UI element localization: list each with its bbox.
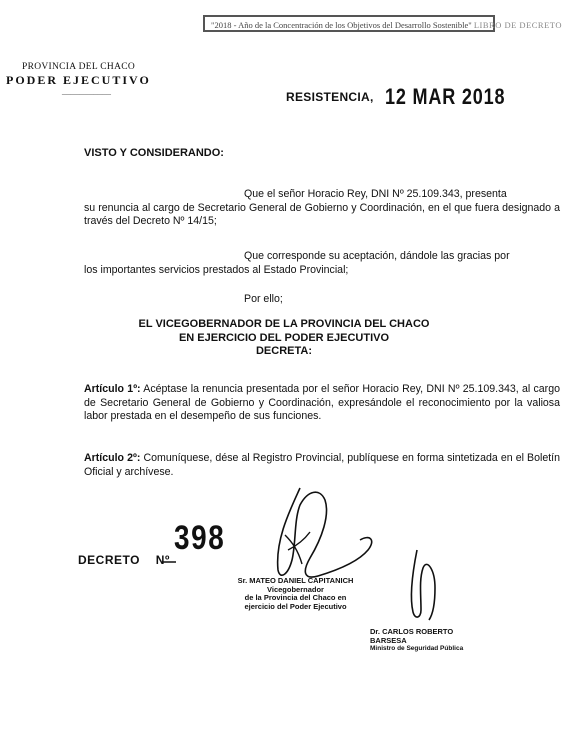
decreto-label [78, 553, 170, 567]
paragraph-2 [84, 250, 560, 277]
article-1-label: Artículo 1º: [84, 383, 141, 395]
article-2 [84, 452, 560, 479]
left-signatory-name: Sr. MATEO DANIEL CAPITANICH [237, 576, 354, 585]
visto-heading: VISTO Y CONSIDERANDO: [84, 147, 224, 159]
left-signatory-title-1: Vicegobernador [267, 584, 324, 594]
stamp-blurred-text: LIBRO DE DECRETO [473, 20, 562, 30]
right-signature-block [370, 628, 490, 654]
por-ello: Por ello; [244, 293, 283, 305]
paragraph-1 [84, 188, 560, 229]
decree-heading [84, 318, 484, 359]
paragraph-2-first-line: Que corresponde su aceptación, dándole las gracias por [244, 250, 510, 262]
executive-power: PODER EJECUTIVO [6, 73, 151, 87]
province-name: PROVINCIA DEL CHACO [22, 62, 136, 72]
paragraph-1-first-line: Que el señor Horacio Rey, DNI Nº 25.109.343, presenta [244, 188, 507, 200]
header-rule: ___________ [62, 86, 111, 95]
header-stamp [203, 15, 562, 32]
left-signatory-title-3: ejercicio del Poder Ejecutivo [244, 601, 347, 611]
paragraph-2-rest: los importantes servicios prestados al Estado Provincial; [84, 263, 349, 276]
left-signature-block [233, 577, 358, 611]
heading-line-3: DECRETA: [255, 345, 312, 357]
decreto-word: DECRETO [78, 553, 140, 567]
article-2-label: Artículo 2º: [84, 452, 141, 464]
decreto-n-label: Nº [155, 553, 170, 567]
city-label: RESISTENCIA, [286, 90, 374, 104]
date-stamp: 12 MAR 2018 [385, 84, 506, 109]
article-2-text: Comuníquese, dése al Registro Provincial, publíquese en forma sintetizada en el Boletín Oficial y archívese. [84, 452, 560, 478]
decree-number: 398 [174, 519, 226, 557]
left-signatory-title-2: de la Provincia del Chaco en [244, 593, 347, 602]
ministro-signature [395, 540, 455, 625]
paragraph-1-rest: su renuncia al cargo de Secretario General de Gobierno y Coordinación, en el que fuera designado a través del Decreto Nº 14/15; [84, 201, 560, 227]
right-signatory-title: Ministro de Seguridad Pública [370, 645, 464, 652]
stamp-text: "2018 - Año de la Concentración de los Objetivos del Desarrollo Sostenible" [211, 20, 472, 30]
right-signatory-name: Dr. CARLOS ROBERTO BARSESA [370, 627, 454, 645]
article-1-text: Acéptase la renuncia presentada por el señor Horacio Rey, DNI Nº 25.109.343, al cargo de Secretario General de Gobierno y Coordinación, expresándole el reconocimiento por la valiosa labor prestada en el desempeño de sus funciones. [84, 383, 560, 422]
article-1 [84, 383, 560, 424]
heading-line-1: EL VICEGOBERNADOR DE LA PROVINCIA DEL CHACO [138, 318, 430, 330]
heading-line-2: EN EJERCICIO DEL PODER EJECUTIVO [178, 331, 390, 344]
vicegobernador-signature [230, 480, 400, 590]
